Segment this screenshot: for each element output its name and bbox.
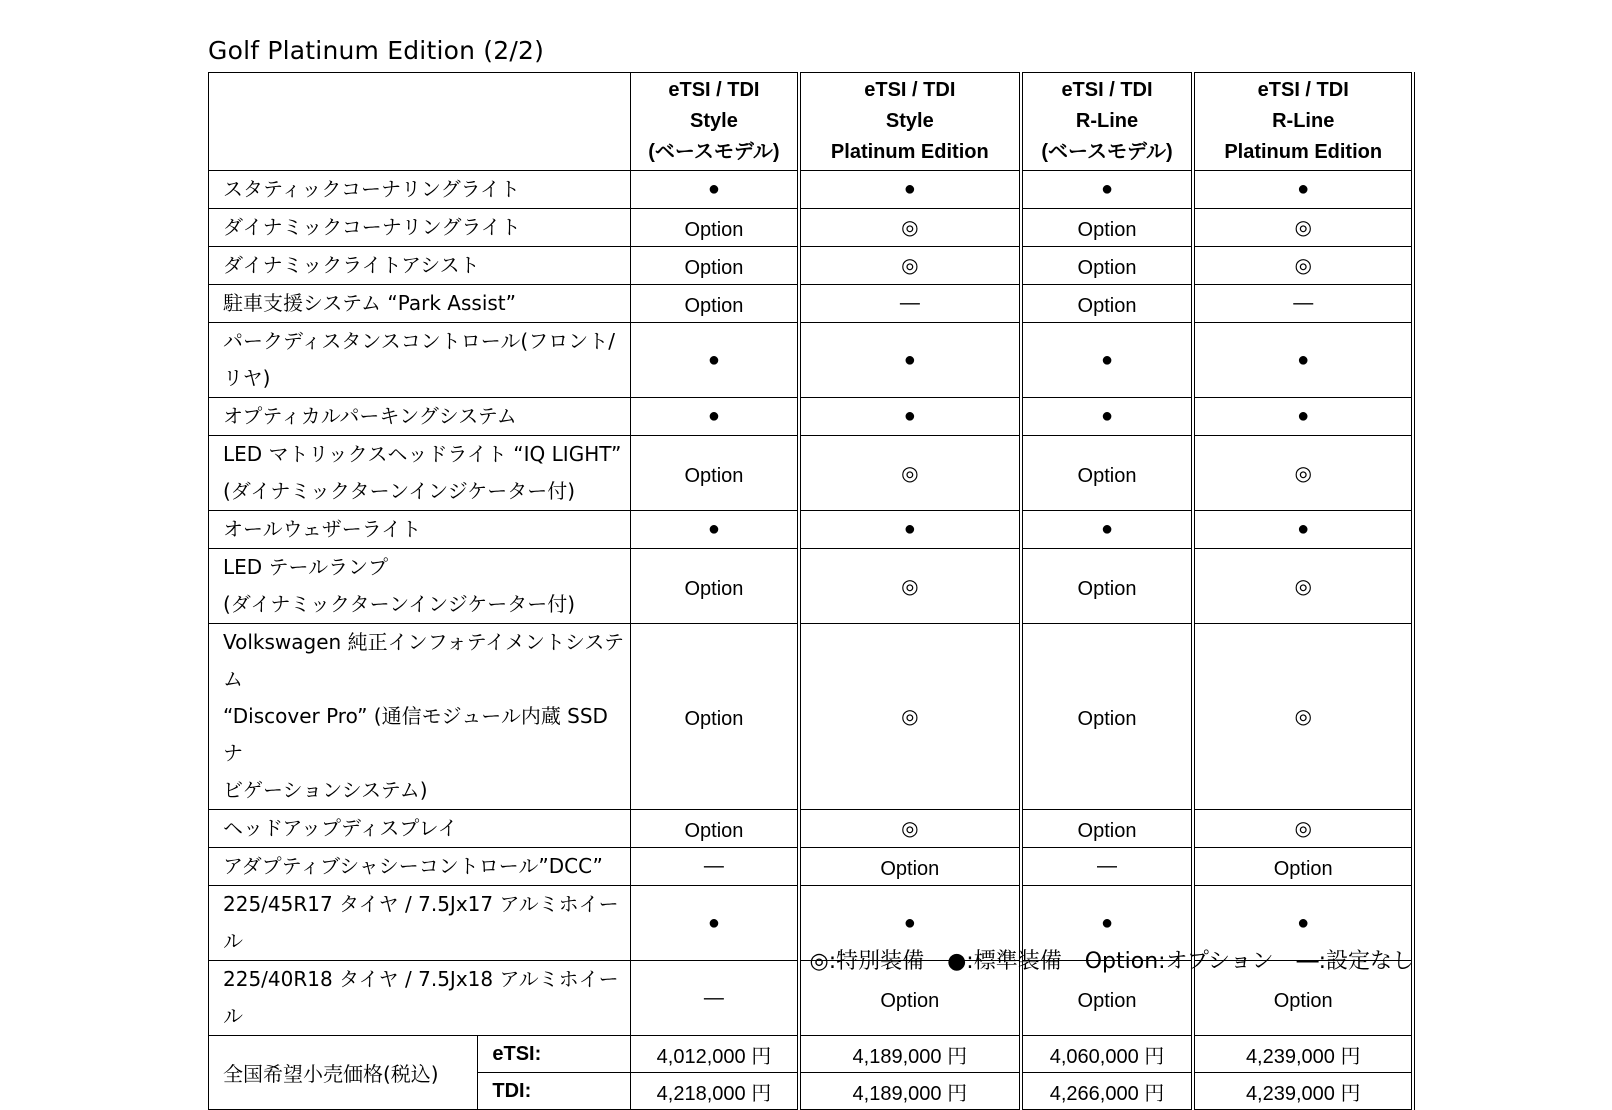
feature-label: [209, 848, 631, 886]
feature-value-cell: ●: [630, 511, 799, 549]
header-blank-cell: [209, 73, 631, 171]
feature-value-cell: ●: [1193, 323, 1413, 398]
feature-value-cell: ●: [1193, 511, 1413, 549]
feature-value-cell: ―: [630, 848, 799, 886]
feature-label-line: 225/45R17 タイヤ / 7.5Jx17 アルミホイール: [223, 892, 619, 953]
feature-value-cell: Option: [630, 810, 799, 848]
feature-label: [209, 285, 631, 323]
feature-label-line: ヘッドアップディスプレイ: [223, 816, 458, 840]
feature-value-cell: ◎: [1193, 436, 1413, 511]
feature-label-line: アダプティブシャシーコントロール”DCC”: [223, 854, 603, 878]
feature-value-cell: Option: [630, 624, 799, 810]
col-line3: (ベースモデル): [1041, 141, 1173, 163]
feature-value-cell: ●: [1193, 398, 1413, 436]
feature-value-cell: ―: [1021, 848, 1194, 886]
legend-option: Option:オプション: [1084, 949, 1274, 974]
feature-value-cell: Option: [1021, 209, 1194, 247]
feature-label-line: ダイナミックライトアシスト: [223, 253, 480, 277]
feature-value-cell: ◎: [1193, 810, 1413, 848]
feature-value-cell: ◎: [799, 810, 1021, 848]
col-line2: R-Line: [1272, 110, 1335, 132]
feature-value-cell: ●: [799, 398, 1021, 436]
price-etsi-cell: 4,189,000 円: [799, 1036, 1021, 1073]
feature-value-cell: ●: [799, 171, 1021, 209]
feature-value-cell: ●: [799, 511, 1021, 549]
feature-value-cell: ●: [799, 886, 1021, 961]
column-header-rline-platinum: [1193, 73, 1413, 171]
header-row: [209, 73, 1414, 171]
feature-label-line: ダイナミックコーナリングライト: [223, 215, 521, 239]
feature-value-cell: ◎: [799, 209, 1021, 247]
legend-standard: ●:標準装備: [947, 949, 1062, 974]
feature-value-cell: ―: [1193, 285, 1413, 323]
col-line3: Platinum Edition: [1224, 141, 1383, 163]
feature-value-cell: Option: [1193, 961, 1413, 1036]
feature-label: [209, 436, 631, 511]
price-tdi-cell: 4,218,000 円: [630, 1073, 799, 1110]
legend: [794, 944, 1415, 975]
price-tdi-cell: 4,266,000 円: [1021, 1073, 1194, 1110]
feature-value-cell: Option: [799, 848, 1021, 886]
feature-value-cell: ●: [1021, 323, 1194, 398]
feature-label: [209, 624, 631, 810]
col-line2: Style: [690, 110, 738, 132]
feature-value-cell: ―: [799, 285, 1021, 323]
feature-value-cell: ●: [1021, 398, 1194, 436]
feature-value-cell: Option: [630, 247, 799, 285]
feature-value-cell: Option: [1021, 436, 1194, 511]
feature-value-cell: ●: [799, 323, 1021, 398]
feature-value-cell: ●: [1021, 171, 1194, 209]
feature-value-cell: ●: [630, 171, 799, 209]
feature-value-cell: ●: [630, 398, 799, 436]
feature-value-cell: ◎: [799, 624, 1021, 810]
col-line1: eTSI / TDI: [1061, 79, 1153, 101]
feature-value-cell: ●: [630, 323, 799, 398]
feature-label-line: “Discover Pro” (通信モジュール内蔵 SSD ナ: [223, 704, 608, 765]
feature-value-cell: Option: [630, 436, 799, 511]
feature-label: [209, 549, 631, 624]
feature-row: [209, 285, 1414, 323]
feature-label: [209, 511, 631, 549]
feature-row: [209, 549, 1414, 624]
legend-special: ◎:特別装備: [809, 949, 925, 974]
feature-value-cell: Option: [1021, 961, 1194, 1036]
page-title: Golf Platinum Edition (2/2): [208, 36, 545, 65]
col-line2: R-Line: [1075, 110, 1139, 132]
feature-row: [209, 511, 1414, 549]
feature-label-line: 225/40R18 タイヤ / 7.5Jx18 アルミホイール: [223, 967, 619, 1028]
price-etsi-cell: 4,239,000 円: [1193, 1036, 1413, 1073]
price-etsi-cell: 4,060,000 円: [1021, 1036, 1194, 1073]
feature-row: [209, 171, 1414, 209]
feature-value-cell: ●: [1021, 511, 1194, 549]
feature-label-line: オールウェザーライト: [223, 517, 422, 541]
feature-value-cell: Option: [630, 285, 799, 323]
feature-label-line: (ダイナミックターンインジケーター付): [223, 479, 576, 503]
price-sublabel-tdi: TDI:: [478, 1073, 630, 1110]
feature-row: [209, 247, 1414, 285]
feature-value-cell: Option: [1021, 549, 1194, 624]
price-label: 全国希望小売価格(税込): [209, 1036, 478, 1110]
feature-value-cell: ◎: [1193, 209, 1413, 247]
feature-label: [209, 247, 631, 285]
feature-label-line: Volkswagen 純正インフォテイメントシステム: [223, 630, 624, 691]
price-tdi-cell: 4,239,000 円: [1193, 1073, 1413, 1110]
feature-label-line: LED テールランプ: [223, 555, 389, 579]
feature-label: [209, 209, 631, 247]
price-row-etsi: [209, 1036, 1414, 1073]
feature-value-cell: Option: [1021, 247, 1194, 285]
feature-value-cell: Option: [630, 549, 799, 624]
feature-label-line: パークディスタンスコントロール(フロント/リヤ): [223, 329, 615, 390]
feature-value-cell: ◎: [1193, 247, 1413, 285]
feature-label-line: (ダイナミックターンインジケーター付): [223, 592, 576, 616]
col-line1: eTSI / TDI: [1257, 79, 1349, 101]
feature-value-cell: ◎: [799, 247, 1021, 285]
feature-row: [209, 436, 1414, 511]
feature-value-cell: ◎: [1193, 624, 1413, 810]
feature-value-cell: Option: [1021, 624, 1194, 810]
feature-row: [209, 848, 1414, 886]
feature-value-cell: ◎: [799, 436, 1021, 511]
feature-value-cell: Option: [1021, 285, 1194, 323]
feature-label: [209, 171, 631, 209]
column-header-style-platinum: [799, 73, 1021, 171]
feature-label-line: 駐車支援システム “Park Assist”: [223, 291, 516, 315]
feature-label-line: LED マトリックスヘッドライト “IQ LIGHT”: [223, 442, 622, 466]
column-header-style-base: [630, 73, 799, 171]
feature-label: [209, 323, 631, 398]
feature-label-line: ビゲーションシステム): [223, 778, 428, 802]
feature-row: [209, 323, 1414, 398]
feature-label: [209, 961, 631, 1036]
price-etsi-cell: 4,012,000 円: [630, 1036, 799, 1073]
legend-none: ―:設定なし: [1296, 949, 1414, 974]
feature-value-cell: ●: [1193, 171, 1413, 209]
feature-value-cell: ◎: [1193, 549, 1413, 624]
col-line1: eTSI / TDI: [864, 79, 956, 101]
col-line1: eTSI / TDI: [668, 79, 760, 101]
feature-value-cell: ◎: [799, 549, 1021, 624]
col-line3: Platinum Edition: [830, 141, 989, 163]
feature-label-line: スタティックコーナリングライト: [223, 177, 520, 201]
column-header-rline-base: [1021, 73, 1194, 171]
feature-value-cell: Option: [1193, 848, 1413, 886]
price-sublabel-etsi: eTSI:: [478, 1036, 630, 1073]
feature-value-cell: Option: [630, 209, 799, 247]
feature-label: [209, 398, 631, 436]
feature-value-cell: ●: [630, 886, 799, 961]
feature-label-line: オプティカルパーキングシステム: [223, 404, 517, 428]
feature-row: [209, 209, 1414, 247]
feature-row: [209, 624, 1414, 810]
price-tdi-cell: 4,189,000 円: [799, 1073, 1021, 1110]
feature-value-cell: ●: [1021, 886, 1194, 961]
feature-row: [209, 810, 1414, 848]
feature-value-cell: ―: [630, 961, 799, 1036]
feature-row: [209, 398, 1414, 436]
feature-value-cell: Option: [799, 961, 1021, 1036]
feature-value-cell: Option: [1021, 810, 1194, 848]
feature-label: [209, 810, 631, 848]
feature-value-cell: ●: [1193, 886, 1413, 961]
feature-label: [209, 886, 631, 961]
col-line2: Style: [885, 110, 934, 132]
col-line3: (ベースモデル): [648, 141, 780, 163]
